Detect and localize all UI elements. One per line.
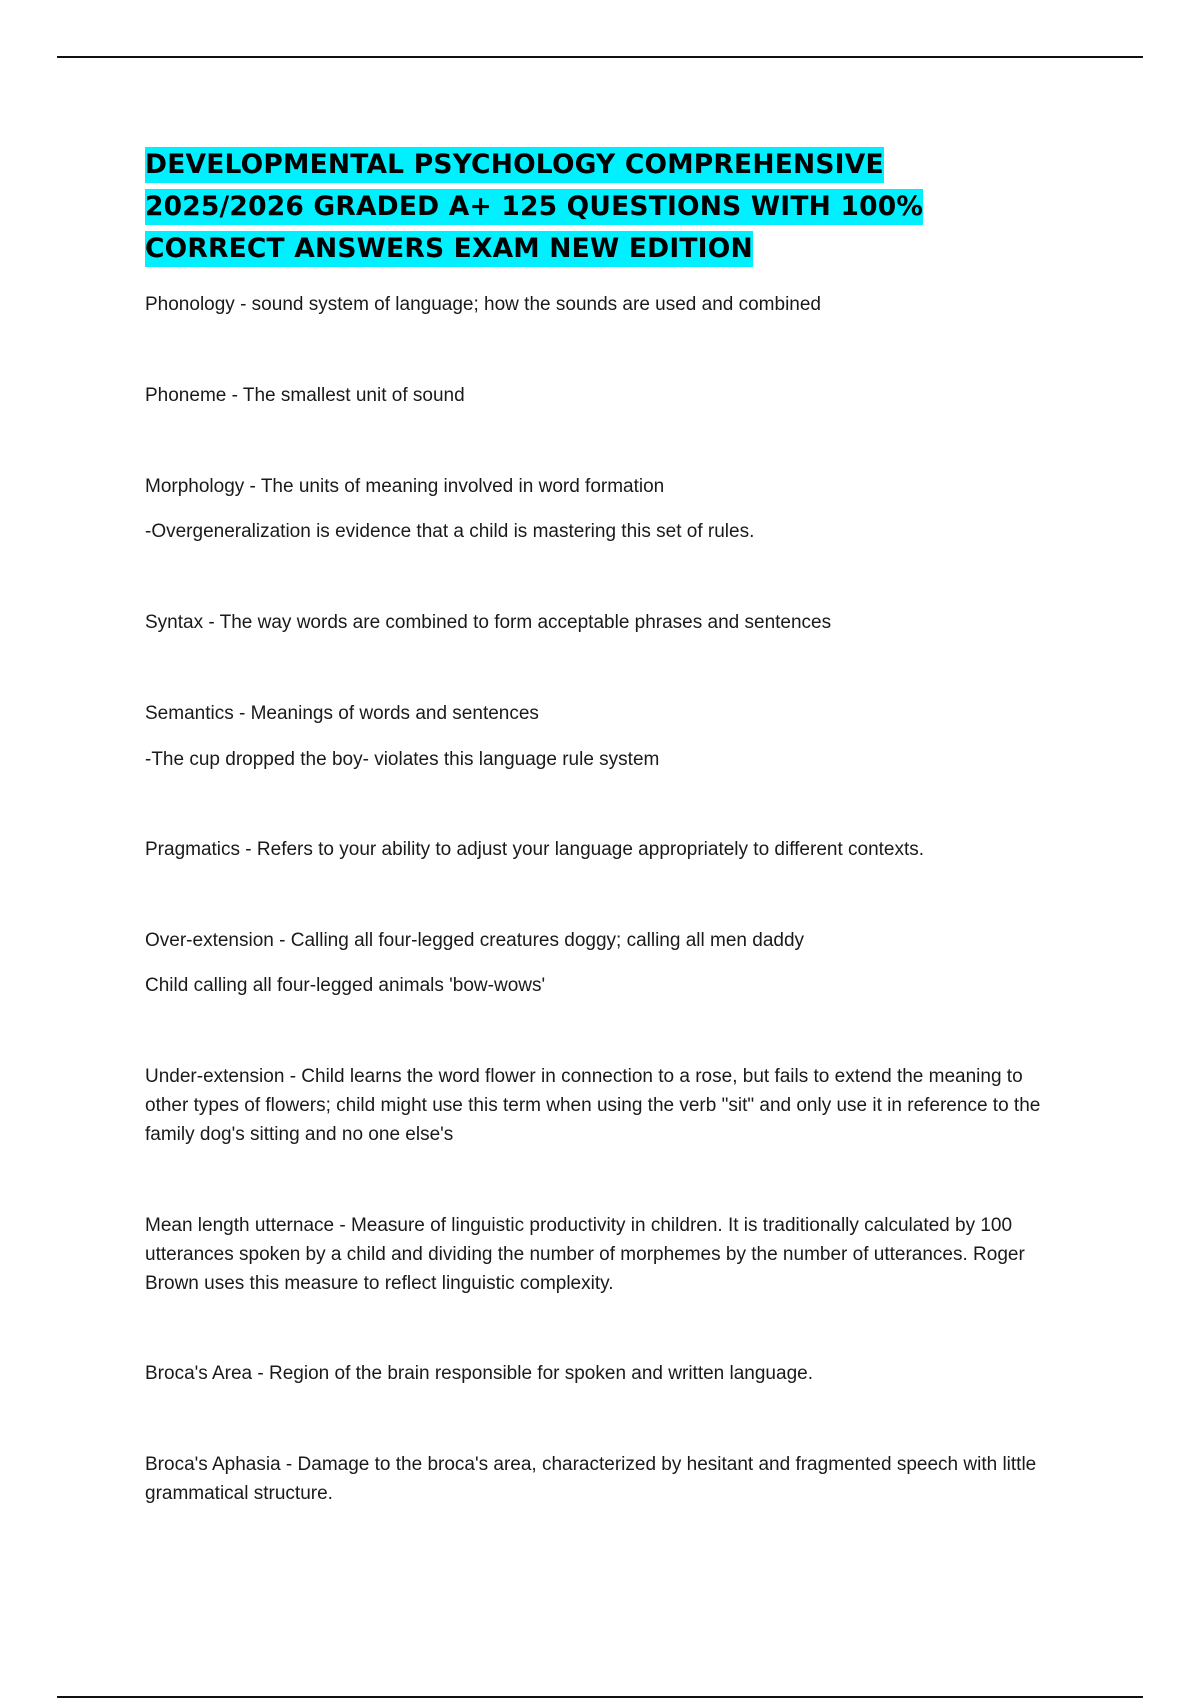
paragraph-phonology: Phonology - sound system of language; how the sounds are used and combined [145, 294, 822, 315]
paragraph-semantics: Semantics - Meanings of words and sentences [145, 703, 539, 724]
top-rule [57, 56, 1143, 58]
paragraph-overgeneralization: -Overgeneralization is evidence that a child is mastering this set of rules. [145, 521, 755, 542]
paragraph-brocas-aphasia: Broca's Aphasia - Damage to the broca's area, characterized by hesitant and fragmented speech with little grammatical structure. [145, 1454, 1037, 1504]
bottom-rule [57, 1696, 1143, 1698]
paragraph-pragmatics: Pragmatics - Refers to your ability to adjust your language appropriately to different contexts. [145, 839, 925, 860]
paragraph-phoneme: Phoneme - The smallest unit of sound [145, 385, 465, 406]
paragraph-over-extension-example: Child calling all four-legged animals 'bow-wows' [145, 975, 546, 996]
title-line-2: 2025/2026 GRADED A+ 125 QUESTIONS WITH 100% [145, 189, 923, 225]
paragraph-semantics-example: -The cup dropped the boy- violates this language rule system [145, 749, 660, 770]
title-line-3: CORRECT ANSWERS EXAM NEW EDITION [145, 231, 753, 267]
paragraph-brocas-area: Broca's Area - Region of the brain responsible for spoken and written language. [145, 1363, 813, 1384]
document-title [145, 144, 1045, 270]
paragraph-mean-length-utterance: Mean length utternace - Measure of linguistic productivity in children. It is traditionally calculated by 100 utterances spoken by a child and dividing the number of morphemes by the number of utterances. Roger Brown uses this measure to reflect linguistic complexity. [145, 1215, 1025, 1294]
title-line-1: DEVELOPMENTAL PSYCHOLOGY COMPREHENSIVE [145, 147, 884, 183]
paragraph-syntax: Syntax - The way words are combined to form acceptable phrases and sentences [145, 612, 832, 633]
paragraph-morphology: Morphology - The units of meaning involved in word formation [145, 476, 665, 497]
paragraph-over-extension: Over-extension - Calling all four-legged creatures doggy; calling all men daddy [145, 930, 805, 951]
paragraph-under-extension: Under-extension - Child learns the word flower in connection to a rose, but fails to extend the meaning to other types of flowers; child might use this term when using the verb "sit" and only use it in reference to the family dog's sitting and no one else's [145, 1066, 1041, 1145]
